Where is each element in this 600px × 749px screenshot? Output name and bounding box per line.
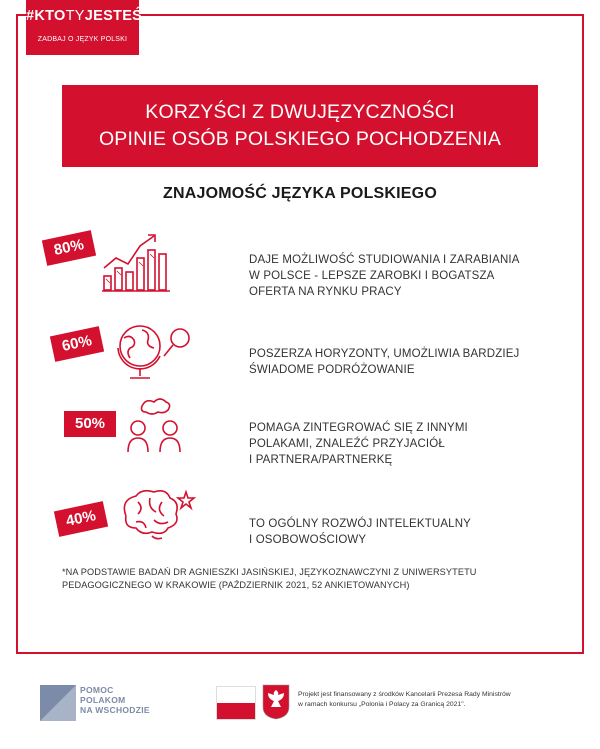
logo-mark-icon (40, 685, 76, 721)
globe-magnifier-icon (112, 318, 198, 384)
item-1-text: DAJE MOŻLIWOŚĆ STUDIOWANIA I ZARABIANIA W POLSCE - LEPSZE ZAROBKI I BOGATSZA OFERTA NA RYNKU PRACY (249, 254, 520, 298)
item-2-text: POSZERZA HORYZONTY, UMOŻLIWIA BARDZIEJ ŚWIADOME PODRÓŻOWANIE (249, 348, 520, 376)
campaign-tag (26, 0, 143, 55)
pomoc-polakom-logo (40, 685, 180, 727)
title-line-1: KORZYŚCI Z DWUJĘZYCZNOŚCI (145, 101, 455, 123)
title-line-2: OPINIE OSÓB POLSKIEGO POCHODZENIA (98, 128, 502, 150)
brain-star-icon (114, 486, 198, 546)
footnote: *NA PODSTAWIE BADAŃ DR AGNIESZKI JASIŃSKIEJ, JĘZYKOZNAWCZYNI Z UNIWERSYTETU PEDAGOGICZNEGO W KRAKOWIE (PAŹDZIERNIK 2021, 52 ANKIETOWANYCH) (62, 567, 477, 590)
logo-text: POMOC POLAKOM NA WSCHODZIE (80, 685, 150, 715)
two-people-icon (124, 394, 186, 456)
percent-badge-4: 40% (54, 501, 108, 537)
page-title (62, 85, 538, 167)
tagline: ZADBAJ O JĘZYK POLSKI (37, 36, 128, 43)
percent-badge-3: 50% (64, 411, 116, 437)
percent-badge-2: 60% (50, 326, 104, 362)
percent-badge-1: 80% (42, 230, 96, 266)
polish-flag (216, 686, 256, 720)
section-subtitle: ZNAJOMOŚĆ JĘZYKA POLSKIEGO (163, 185, 437, 202)
polish-eagle-emblem-icon (262, 684, 290, 720)
growth-chart-icon (100, 228, 172, 294)
item-3-text: POMAGA ZINTEGROWAĆ SIĘ Z INNYMI POLAKAMI, ZNALEŹĆ PRZYJACIÓŁ I PARTNERA/PARTNERKĘ (249, 422, 468, 466)
item-4-text: TO OGÓLNY ROZWÓJ INTELEKTUALNY I OSOBOWOŚCIOWY (249, 518, 471, 546)
project-funding-note: Projekt jest finansowany z środków Kancelarii Prezesa Rady Ministrów w ramach konkursu „Polonia i Polacy za Granicą 2021". (298, 691, 511, 708)
hashtag: #KTOTYJESTEŚ (26, 8, 143, 24)
